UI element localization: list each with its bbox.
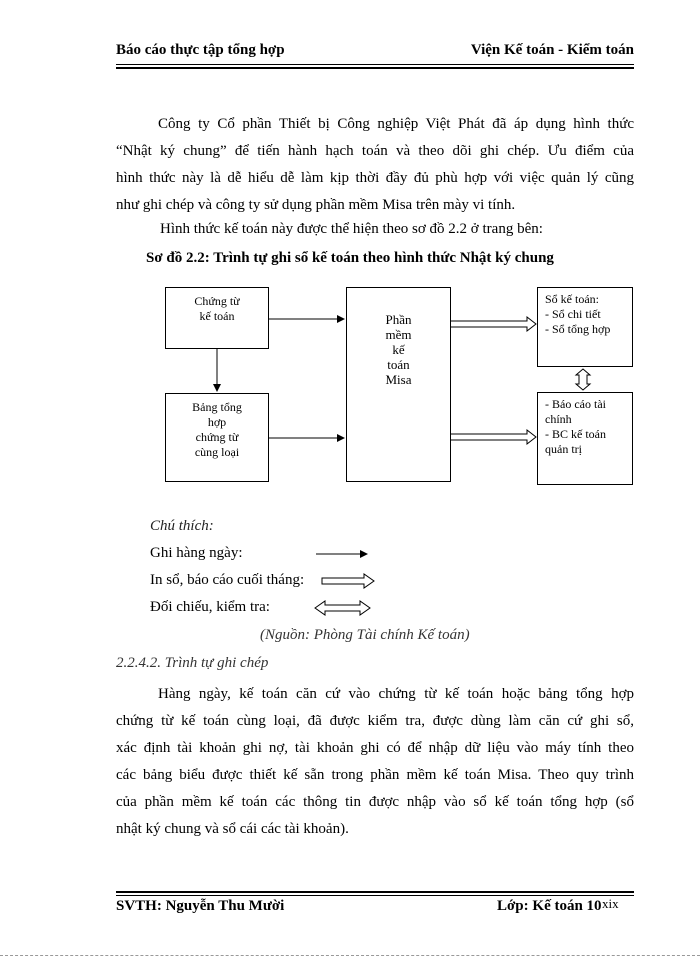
footer-left: SVTH: Nguyễn Thu Mười (116, 898, 285, 914)
body-line: nhật ký chung và sổ cái các tài khoản). (116, 821, 349, 837)
box-text: Misa (385, 372, 412, 387)
box-text: Bảng tổng (192, 400, 242, 414)
header-right: Viện Kế toán - Kiểm toán (470, 42, 634, 58)
legend-arrow-period-end (322, 574, 374, 588)
diagram-title: Sơ đồ 2.2: Trình tự ghi sổ kế toán theo hình thức Nhật ký chung (146, 250, 554, 266)
box-text: - Sổ chi tiết (545, 307, 601, 321)
legend-title: Chú thích: (150, 518, 214, 534)
box-text: chứng từ (195, 430, 239, 444)
body-line: của phần mềm kế toán các thông tin được nhập vào sổ kế toán tổng hợp (sổ (116, 794, 634, 810)
legend-check: Đối chiếu, kiểm tra: (150, 599, 270, 615)
section-heading: 2.2.4.2. Trình tự ghi chép (116, 655, 269, 671)
box-text: toán (387, 357, 410, 372)
intro-line: như ghi chép và công ty sử dụng phần mềm Misa trên mày vi tính. (116, 197, 516, 213)
box-text: quản trị (545, 442, 582, 456)
page-number: xix (602, 896, 619, 911)
page-bottom-dashed-line (0, 955, 700, 956)
box-text: - BC kế toán (545, 427, 606, 441)
intro-line: “Nhật ký chung” để tiến hành hạch toán và theo dõi ghi chép. Ưu điểm của (116, 143, 634, 159)
footer-right: Lớp: Kế toán 10 (497, 898, 602, 914)
legend-daily: Ghi hàng ngày: (150, 545, 243, 561)
check-arrow-books-reports (576, 369, 590, 390)
intro-line: hình thức này là dễ hiểu dễ làm kịp thời đầy đủ phù hợp với việc quản lý cũng (116, 170, 634, 186)
body-line: xác định tài khoản ghi nợ, tài khoản ghi có để nhập dữ liệu vào máy tính theo (116, 740, 634, 756)
double-arrow-software-to-reports (451, 430, 536, 444)
body-line: các bảng biểu được thiết kế sẵn trong phần mềm kế toán Misa. Theo quy trình (116, 767, 634, 783)
box-text: chính (545, 412, 572, 426)
box-text: mềm (385, 327, 412, 342)
body-paragraph (116, 681, 634, 843)
source-note: (Nguồn: Phòng Tài chính Kế toán) (260, 627, 470, 643)
box-text: - Báo cáo tài (545, 397, 606, 411)
box-text: Phần (385, 312, 412, 327)
box-text: hợp (207, 415, 227, 429)
legend-period-end: In sổ, báo cáo cuối tháng: (150, 572, 305, 588)
intro-line: Công ty Cổ phần Thiết bị Công nghiệp Việt Phát đã áp dụng hình thức (158, 116, 634, 132)
legend-arrow-check (315, 601, 370, 615)
reference-line: Hình thức kế toán này được thể hiện theo sơ đồ 2.2 ở trang bên: (160, 221, 543, 237)
header-left: Báo cáo thực tập tổng hợp (116, 42, 285, 58)
footer-rule (116, 895, 634, 896)
box-text: Sổ kế toán: (545, 292, 599, 306)
footer-rule-thick (116, 891, 634, 893)
box-text: - Sổ tổng hợp (545, 322, 611, 336)
box-text: kế (392, 342, 405, 357)
body-line: Hàng ngày, kế toán căn cứ vào chứng từ kế toán hoặc bảng tổng hợp (158, 686, 634, 702)
body-line: chứng từ kế toán cùng loại, đã được kiểm tra, được dùng làm căn cứ ghi sổ, (116, 713, 634, 729)
double-arrow-software-to-books (451, 317, 536, 331)
box-text: kế toán (199, 309, 235, 323)
box-text: Chứng từ (194, 294, 240, 308)
box-text: cùng loại (194, 445, 240, 459)
